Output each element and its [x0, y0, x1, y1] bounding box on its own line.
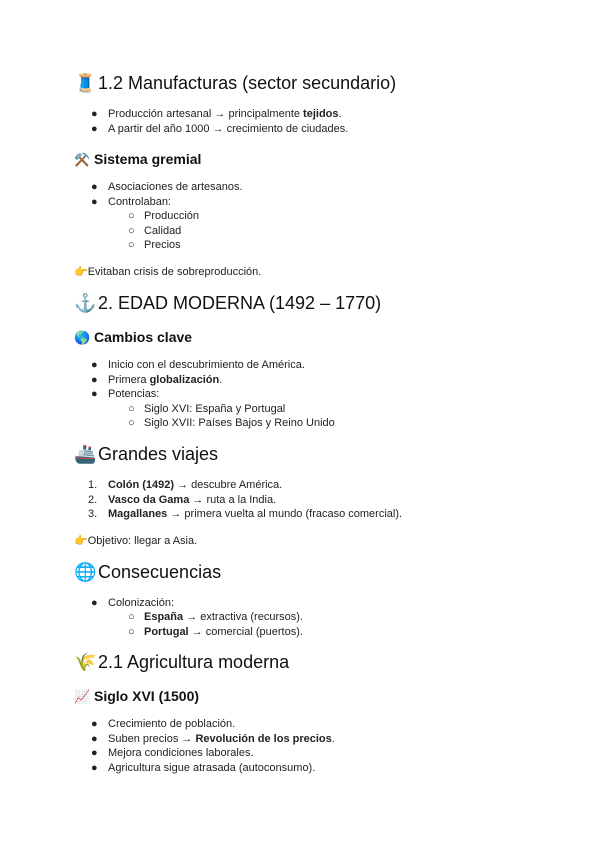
bullet-marker: ●	[91, 108, 98, 120]
list-item: ● Controlaban:	[91, 196, 171, 208]
sub-list-item: ○ Siglo XVI: España y Portugal	[128, 403, 286, 415]
list-item: ● Crecimiento de población.	[91, 718, 236, 730]
thread-spool-icon: 🧵	[74, 73, 97, 93]
subsection-heading-siglo-xvi: 📈 Siglo XVI (1500)	[74, 688, 200, 704]
bullet-marker: ●	[91, 181, 98, 193]
bullet-marker: ●	[91, 718, 98, 730]
numbered-item: 3. Magallanes → primera vuelta al mundo (fracaso comercial).	[88, 508, 403, 520]
hammer-pick-icon: ⚒️	[74, 152, 91, 167]
ship-icon: 🚢	[74, 444, 97, 464]
pointing-hand-icon: 👉	[74, 266, 88, 278]
bullet-marker: ●	[91, 123, 98, 135]
circle-marker: ○	[128, 210, 135, 222]
bullet-marker: ●	[91, 196, 98, 208]
sub-list-item: ○ Producción	[128, 210, 200, 222]
list-item: ● Colonización:	[91, 597, 175, 609]
sub-list-item: ○ España → extractiva (recursos).	[128, 611, 303, 623]
list-item: ● Suben precios → Revolución de los precios.	[91, 733, 335, 745]
note: 👉Evitaban crisis de sobreproducción.	[74, 266, 262, 278]
section-heading-consecuencias: 🌐Consecuencias	[74, 562, 222, 582]
anchor-icon: ⚓	[74, 293, 97, 313]
bullet-marker: ●	[91, 359, 98, 371]
bullet-marker: ●	[91, 374, 98, 386]
subsection-heading-cambios: 🌎 Cambios clave	[74, 329, 193, 345]
globe-americas-icon: 🌎	[74, 330, 91, 345]
wheat-icon: 🌾	[74, 652, 97, 672]
sub-list-item: ○ Calidad	[128, 225, 182, 237]
circle-marker: ○	[128, 239, 135, 251]
section-heading-agricultura: 🌾2.1 Agricultura moderna	[74, 652, 290, 672]
list-item: ● Asociaciones de artesanos.	[91, 181, 243, 193]
globe-meridians-icon: 🌐	[74, 562, 97, 582]
circle-marker: ○	[128, 403, 135, 415]
list-item: ● Agricultura sigue atrasada (autoconsumo).	[91, 762, 316, 774]
list-item: ● Inicio con el descubrimiento de América.	[91, 359, 305, 371]
bullet-marker: ●	[91, 388, 98, 400]
list-item: ● Mejora condiciones laborales.	[91, 747, 254, 759]
list-item: ● A partir del año 1000 → crecimiento de ciudades.	[91, 123, 349, 135]
bullet-marker: ●	[91, 733, 98, 745]
sub-list-item: ○ Precios	[128, 239, 181, 251]
sub-list-item: ○ Portugal → comercial (puertos).	[128, 626, 303, 638]
bullet-marker: ●	[91, 747, 98, 759]
circle-marker: ○	[128, 417, 135, 429]
pointing-hand-icon: 👉	[74, 535, 88, 547]
list-item: ● Producción artesanal → principalmente tejidos.	[91, 108, 342, 120]
list-item: ● Potencias:	[91, 388, 160, 400]
numbered-item: 1. Colón (1492) → descubre América.	[88, 479, 283, 491]
circle-marker: ○	[128, 626, 135, 638]
list-item: ● Primera globalización.	[91, 374, 223, 386]
bullet-marker: ●	[91, 597, 98, 609]
note: 👉Objetivo: llegar a Asia.	[74, 535, 198, 547]
sub-list-item: ○ Siglo XVII: Países Bajos y Reino Unido	[128, 417, 335, 429]
section-heading-edad-moderna: ⚓2. EDAD MODERNA (1492 – 1770)	[74, 293, 382, 313]
bullet-marker: ●	[91, 762, 98, 774]
subsection-heading-gremial: ⚒️ Sistema gremial	[74, 151, 202, 167]
heading-text: 1.2 Manufacturas (sector secundario)	[98, 73, 397, 93]
chart-increasing-icon: 📈	[74, 689, 91, 704]
circle-marker: ○	[128, 225, 135, 237]
numbered-item: 2. Vasco da Gama → ruta a la India.	[88, 494, 277, 506]
section-heading-viajes: 🚢Grandes viajes	[74, 444, 219, 464]
section-heading-manufacturas	[74, 72, 396, 94]
circle-marker: ○	[128, 611, 135, 623]
